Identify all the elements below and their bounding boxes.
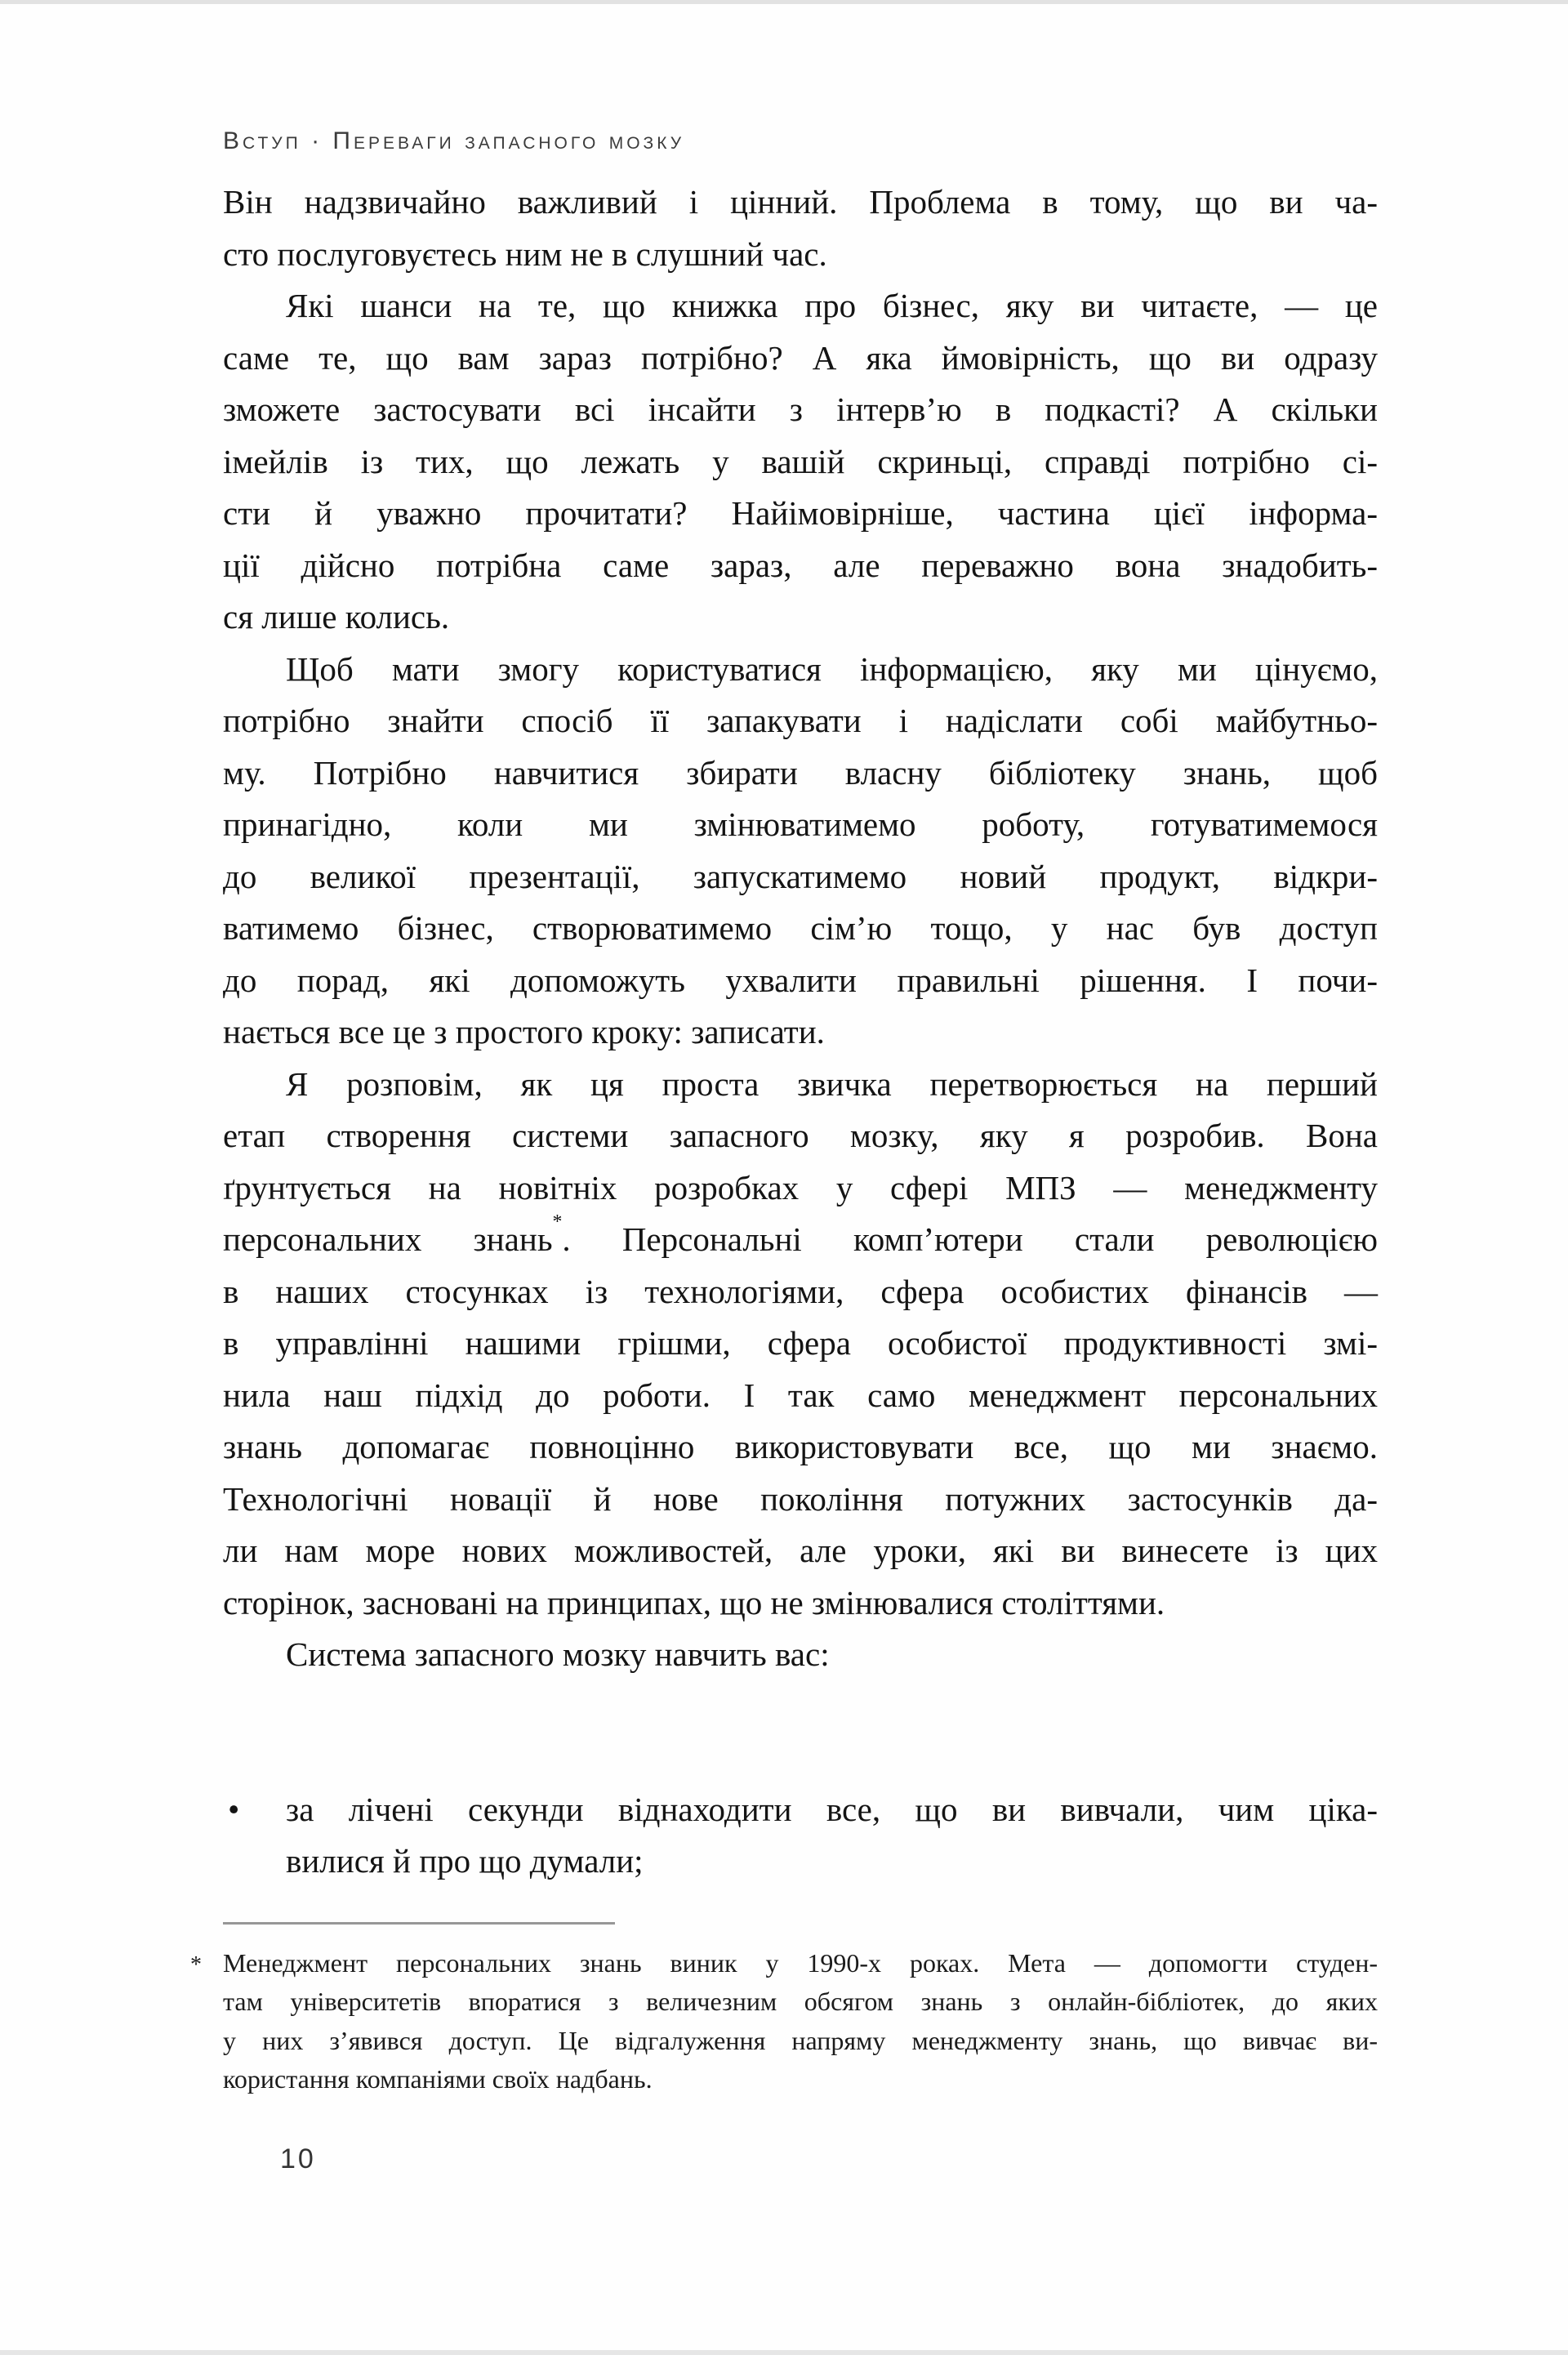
text-column	[190, 0, 1378, 2175]
text-line: до великої презентації, запускатимемо новий продукт, відкри-	[223, 857, 1378, 895]
footnote-marker: *	[190, 1951, 202, 1978]
text-line: в управлінні нашими грішми, сфера особистої продуктивності змі-	[223, 1324, 1378, 1362]
text-line: принагідно, коли ми змінюватимемо роботу, готуватимемося	[223, 805, 1378, 843]
text-line: ґрунтується на новітніх розробках у сфері МПЗ — менеджменту	[223, 1168, 1378, 1206]
running-head: Вступ · Переваги запасного мозку	[223, 127, 685, 154]
text-line: в наших стосунках із технологіями, сфера особистих фінансів —	[223, 1272, 1378, 1310]
text-line: нила наш підхід до роботи. І так само менеджмент персональних	[223, 1376, 1378, 1414]
text-line: му. Потрібно навчитися збирати власну бібліотеку знань, щоб	[223, 753, 1378, 792]
text-line: сто послуговуєтесь ним не в слушний час.	[223, 234, 827, 273]
bullet-marker-icon: •	[228, 1790, 240, 1828]
text-line: ся лише колись.	[223, 598, 450, 636]
text-line: знань допомагає повноцінно використовувати все, що ми знаємо.	[223, 1428, 1378, 1465]
text-line: до порад, які допоможуть ухвалити правильні рішення. І почи-	[223, 961, 1378, 999]
text-line: Менеджмент персональних знань виник у 1990-х роках. Мета — допомогти студен-	[223, 1947, 1378, 1978]
bullet-item	[223, 1784, 1378, 1888]
text-line: ватимемо бізнес, створюватимемо сім’ю тощо, у нас був доступ	[223, 909, 1378, 947]
text-line: сти й уважно прочитати? Найімовірніше, частина цієї інформа-	[223, 494, 1378, 532]
page-edge-bottom	[0, 2350, 1568, 2355]
text-line: Технологічні новації й нове покоління потужних застосунків да-	[223, 1479, 1378, 1518]
text-line: вилися й про що думали;	[286, 1842, 644, 1880]
text-line: ли нам море нових можливостей, але уроки, які ви винесете із цих	[223, 1532, 1378, 1569]
page-number: 10	[280, 2143, 316, 2174]
text-line: персональних знань*. Персональні комп’ютери стали революцією	[223, 1211, 1378, 1258]
text-line: користання компаніями своїх надбань.	[223, 2064, 653, 2094]
text-line: сторінок, засновані на принципах, що не змінювалися століттями.	[223, 1583, 1165, 1621]
paragraph	[223, 644, 1378, 1059]
text-line: зможете застосувати всі інсайти з інтерв’ю в подкасті? А скільки	[223, 390, 1378, 428]
footnote-separator	[223, 1922, 615, 1925]
paragraph	[223, 1629, 1378, 1681]
footnote-reference-icon: *	[552, 1211, 563, 1233]
text-line: ції дійсно потрібна саме зараз, але переважно вона знадобить-	[223, 546, 1378, 584]
text-line: імейлів із тих, що лежать у вашій скриньці, справді потрібно сі-	[223, 442, 1378, 480]
bullet-lines	[286, 1784, 1378, 1888]
text-line: Які шанси на те, що книжка про бізнес, яку ви читаєте, — це	[286, 287, 1378, 324]
text-line: нається все це з простого кроку: записати.	[223, 1013, 825, 1050]
text-line: у них з’явився доступ. Це відгалуження напряму менеджменту знань, що вивчає ви-	[223, 2025, 1378, 2055]
footnote	[190, 1944, 1378, 2099]
text-line: Щоб мати змогу користуватися інформацією, яку ми цінуємо,	[286, 649, 1378, 688]
text-line: потрібно знайти спосіб її запакувати і надіслати собі майбутньо-	[223, 702, 1378, 739]
footnote-lines	[223, 1944, 1378, 2099]
text-line: Він надзвичайно важливий і цінний. Проблема в тому, що ви ча-	[223, 183, 1378, 221]
paragraph	[223, 280, 1378, 644]
text-line: саме те, що вам зараз потрібно? А яка ймовірність, що ви одразу	[223, 338, 1378, 377]
paragraph	[223, 176, 1378, 280]
bullet-list	[223, 1784, 1378, 1888]
body-text-block	[223, 176, 1378, 1681]
text-line: там університетів впоратися з величезним обсягом знань з онлайн-бібліотек, до яких	[223, 1987, 1378, 2016]
text-line: Я розповім, як ця проста звичка перетворюється на перший	[286, 1064, 1378, 1103]
paragraph	[223, 1059, 1378, 1630]
text-line: Система запасного мозку навчить вас:	[286, 1635, 830, 1673]
text-line: за лічені секунди віднаходити все, що ви вивчали, чим ціка-	[286, 1790, 1378, 1828]
text-line: етап створення системи запасного мозку, яку я розробив. Вона	[223, 1117, 1378, 1154]
